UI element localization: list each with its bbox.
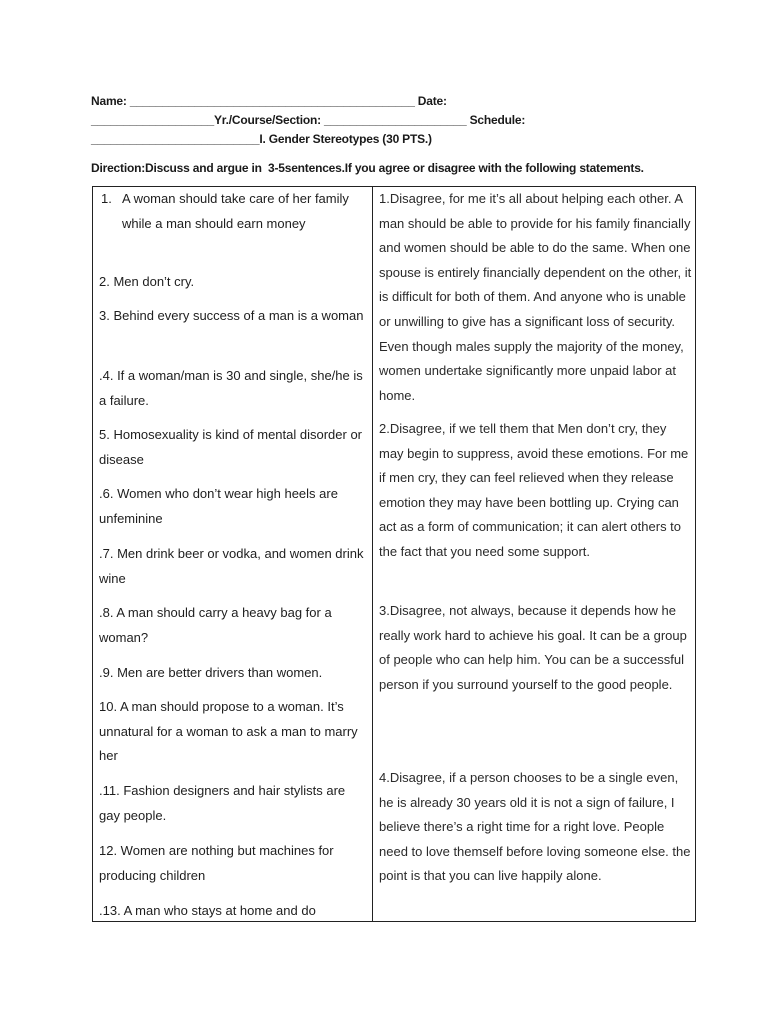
statement-item: 2. Men don’t cry.: [99, 274, 195, 289]
column-divider: [372, 187, 373, 921]
statement-item: .13. A man who stays at home and do: [99, 903, 316, 918]
section-schedule-line: ___________________Yr./Course/Section: ______________________ Schedule:: [91, 113, 526, 127]
answer-text: 4.Disagree, if a person chooses to be a single even, he is already 30 years old it is not a sign of failure, I believe there’s a right time for a right love. People need to love themself before loving someone else. the point is that you can live happily alone.: [379, 770, 691, 884]
answers-column: [379, 187, 693, 921]
direction-text: Direction:Discuss and argue in 3-5sentences.If you agree or disagree with the following statements.: [91, 161, 644, 175]
statement-item: 3. Behind every success of a man is a woman: [99, 308, 364, 323]
statement-item: [99, 187, 367, 236]
answer-text: 3.Disagree, not always, because it depends how he really work hard to achieve his goal. It can be a group of people who can help him. You can be a successful person if you surround yourself to the good people.: [379, 603, 687, 692]
answer-text: 2.Disagree, if we tell them that Men don’t cry, they may begin to suppress, avoid these emotions. For me if men cry, they can feel relieved when they release emotion they may have been bottling up. Crying can act as a form of communication; it can alert others to the fact that you need some support.: [379, 421, 689, 559]
statement-item: 10. A man should propose to a woman. It’s unnatural for a woman to ask a man to marry her: [99, 699, 358, 764]
statement-item: .6. Women who don’t wear high heels are unfeminine: [99, 486, 338, 526]
statement-item: .7. Men drink beer or vodka, and women drink wine: [99, 546, 364, 586]
statement-number: 1.: [101, 191, 112, 206]
statement-item: .11. Fashion designers and hair stylists are gay people.: [99, 783, 346, 823]
statement-item: .9. Men are better drivers than women.: [99, 665, 323, 680]
statement-item: 5. Homosexuality is kind of mental disorder or disease: [99, 427, 363, 467]
statements-column: [99, 187, 367, 921]
statement-text: A woman should take care of her family while a man should earn money: [122, 191, 349, 231]
section-title: __________________________I. Gender Stereotypes (30 PTS.): [91, 132, 432, 146]
statement-item: .8. A man should carry a heavy bag for a woman?: [99, 605, 332, 645]
answer-text: 1.Disagree, for me it’s all about helping each other. A man should be able to provide for his family financially and women should be able to do the same. When one spouse is entirely financially dependent on the other, it is difficult for both of them. And anyone who is unable or unwilling to give has a significant loss of security. Even though males supply the majority of the money, women undertake significantly more unpaid labor at home.: [379, 191, 692, 403]
statement-item: .4. If a woman/man is 30 and single, she/he is a failure.: [99, 368, 363, 408]
statement-item: 12. Women are nothing but machines for producing children: [99, 843, 334, 883]
name-date-line: Name: ____________________________________________ Date:: [91, 94, 447, 108]
statements-table: [92, 186, 696, 922]
